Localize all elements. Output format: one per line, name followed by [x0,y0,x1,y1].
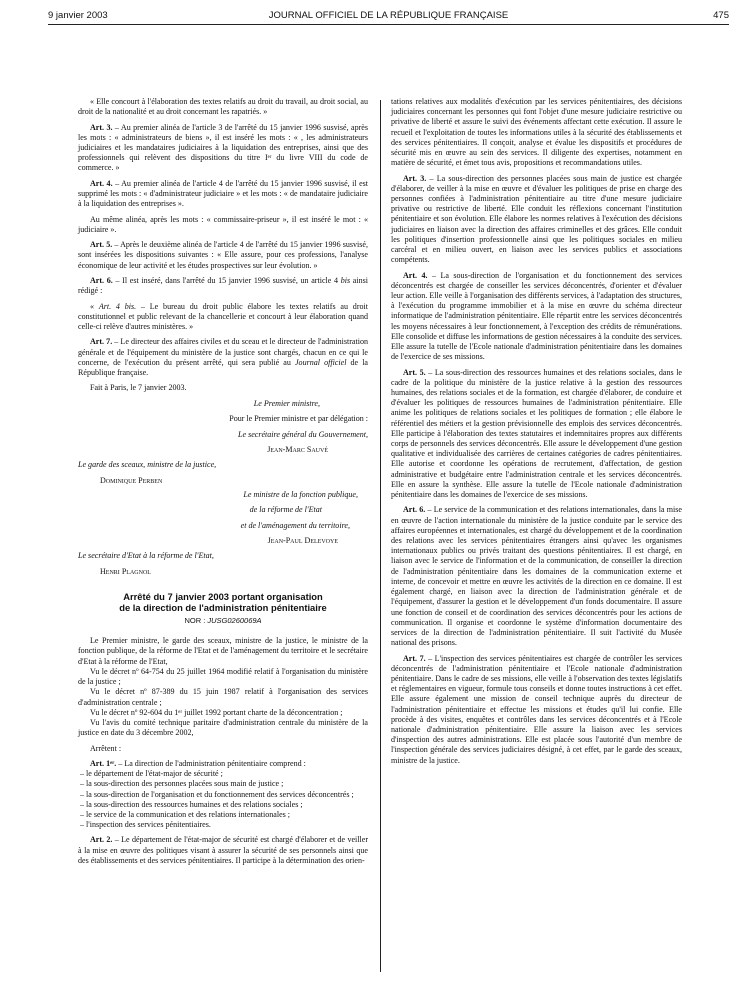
article-label: Art. 4. [403,270,428,280]
article-text: – La direction de l'administration pénitentiaire comprend : [116,758,306,768]
article-label: Art. 2. [90,835,113,845]
journal-title: JOURNAL OFFICIEL DE LA RÉPUBLIQUE FRANÇAISE [268,10,509,21]
article-1 [78,759,368,769]
list-item: – le service de la communication et des relations internationales ; [80,809,291,819]
column-divider [380,100,381,972]
article-4 [391,271,682,363]
visa-2: Vu le décret nº 87-389 du 15 juin 1987 relatif à l'organisation des services d'administration centrale ; [78,687,368,707]
article-4 [78,179,368,210]
article-label: Art. 1ᵉʳ. [90,758,117,768]
preamble: Le Premier ministre, le garde des sceaux, ministre de la justice, le ministre de la fonction publique, de la réforme de l'Etat et de l'aménagement du territoire et le secrétaire d'Etat à la réforme de l'Etat, [78,636,368,666]
article-label: Art. 5. [90,240,113,250]
article-text: – La sous-direction de l'organisation et du fonctionnement des services déconcentrés est chargée de conseiller les services déconcentrés, d'orienter et d'évaluer leur action. Elle veille à l'organisation des différents services, à l'adaptation des structures, à l'exécution du programme immobilier et à la mise en œuvre du schéma directeur informatique de l'administration pénitentiaire. Elle répartit entre les services déconcentrés les moyens nécessaires à leur fonctionnement, à l'exception des crédits de rémunérations. Elle consolide et diffuse les informations de gestion nécessaires à la conduite des services. Elle assure la tutelle de l'Ecole nationale d'administration pénitentiaire dans les domaines de l'exercice de ses missions. [391,270,682,362]
signature-se-name [78,567,368,577]
signature-fp3 [78,521,368,531]
list-item: – la sous-direction de l'organisation et du fonctionnement des services déconcentrés ; [80,789,354,799]
article-text: – Il est inséré, dans l'arrêté du 15 janvier 1996 susvisé, un article 4 [112,275,341,285]
article-label: Art. 7. [403,653,426,663]
article-5 [78,240,368,271]
signature-deleg [78,414,368,424]
list-item: – le département de l'état-major de sécurité ; [80,769,223,779]
article-text: – La sous-direction des ressources humaines et des relations sociales, dans le cadre de la politique du ministère de la justice relative à la gestion des ressources humaines, des relations sociales et de la formation, est chargée d'élaborer, de conduire et d'évaluer les politiques de ressources humaines de l'administration pénitentiaire. Elle anime les politiques de relations sociales et les politiques de formation ; elle élabore le référentiel des métiers et la gestion prévisionnelle des emplois des services déconcentrés. Elle participe à l'élaboration des textes statutaires et indemnitaires propres aux différents corps de personnels des services déconcentrés. Elle assure le développement d'une gestion qualitative et individualisée des carrières de certaines catégories de cadres pénitentiaires. Elle autorise et coordonne les opérations de recrutement, d'affectation, de gestion administrative et budgétaire entre l'administration centrale et les services déconcentrés. Elle en assure la synthèse. Elle assure la tutelle de l'Ecole nationale d'administration pénitentiaire dans les domaines de l'exercice de ses missions. [391,367,683,500]
list-item: – la sous-direction des ressources humaines et des relations sociales ; [80,799,303,809]
arrete-title [78,591,368,613]
signature-sg [78,430,368,440]
signature-title: de la réforme de l'Etat [249,505,322,515]
visa-1: Vu le décret nº 64-754 du 25 juillet 1964 modifié relatif à l'organisation du ministère de la justice ; [78,666,368,687]
article-text-italic: bis [340,275,351,285]
arretent: Arrêtent : [90,743,122,753]
article-text: de la République française. [78,357,369,377]
article-text: – Le service de la communication et des relations internationales, dans la mise en œuvre de l'action internationale du ministère de la justice conduite par le service des affaires européennes et internationales, est chargé du développement et de la coordination des relations avec les services pénitentiaires étrangers ainsi qu'avec les organismes internationaux publics ou privés traitant des questions pénitentiaires. Il est chargé, en liaison avec le service de l'information et de la communication, de conseiller la direction de l'administration pénitentiaire dans les domaines de la communication externe et interne, de concevoir et mettre en œuvre les activités de la direction en ce domaine. Il est également chargé, en liaison avec la direction de l'administration générale et de l'équipement, d'assurer la gestion et le développement d'un fonds documentaire. Il assure une fonction de conseil et de coordination des services déconcentrés pour les actions de communication. Il organise et coordonne le système d'information documentaire des services de la direction de l'administration pénitentiaire. Il suit l'activité du Musée national des prisons. [391,505,682,648]
article-text: – Le bureau du droit public élabore les textes relatifs au droit constitutionnel et public relevant de la chancellerie et concourt à leur élaboration quand celle-ci relève d'autres ministères. » [78,301,368,331]
article-label: Art. 4. [90,178,113,188]
visa-4: Vu l'avis du comité technique paritaire d'administration centrale du ministère de la justice en date du 3 décembre 2002, [78,717,368,738]
signature-title: Le ministre de la fonction publique, [243,489,358,499]
signature-title: Le secrétaire général du Gouvernement, [238,429,368,439]
article-text: – Le département de l'état-major de sécurité est chargé d'élaborer et de veiller à la mise en œuvre des politiques visant à assurer la sécurité de ses personnels ainsi que des établissements et des services pénitentiaires. Il participe à la détermination des orien- [78,835,368,865]
article-3 [391,174,682,266]
article-7 [391,654,682,766]
article-label-italic: bis. [119,301,137,311]
paragraph: Au même alinéa, après les mots : « commissaire-priseur », il est inséré le mot : « judiciaire ». [78,214,368,234]
article-3 [78,123,368,174]
article-label: Art. 5. [403,367,426,377]
signature-sg-name [78,445,368,455]
signature-pm [78,399,368,409]
article-1-list [78,769,368,830]
signature-fp2 [78,505,368,515]
article-label: Art. 7. [90,337,113,347]
list-item: – l'inspection des services pénitentiaires. [80,820,211,830]
list-item: – la sous-direction des personnes placées sous main de justice ; [80,779,284,789]
signature-title: Le Premier ministre, [253,398,320,408]
journal-officiel-italic: Journal officiel [294,357,347,367]
signature-title: Le secrétaire d'Etat à la réforme de l'Etat, [78,551,214,561]
article-text: ainsi rédigé : [78,275,368,296]
nor-label: NOR : [184,616,208,626]
signature-text: Pour le Premier ministre et par délégation : [229,414,368,424]
article-2 [78,835,368,866]
fait-a-paris: Fait à Paris, le 7 janvier 2003. [90,383,187,393]
arrete-title-line-1: Arrêté du 7 janvier 2003 portant organisation [123,591,323,603]
arrete-title-line-2: de la direction de l'administration pénitentiaire [119,602,327,614]
signatory-name: Dominique Perben [100,475,163,485]
article-label: Art. 3. [90,122,113,132]
article-4-bis [78,302,368,333]
header-date: 9 janvier 2003 [48,10,108,21]
visa-3: Vu le décret nº 92-604 du 1ᵉʳ juillet 1992 portant charte de la déconcentration ; [90,707,343,717]
signature-gs [78,460,368,470]
header-rule [48,24,729,25]
page-number: 475 [713,10,729,21]
article-text: – La sous-direction des personnes placées sous main de justice est chargée d'élaborer, de veiller à la mise en œuvre et d'évaluer les politiques de prise en charge des personnes confiées à l'administration pénitentiaire au titre d'une mesure judiciaire privative ou restrictive de liberté. Elle conduit les réflexions concernant l'institution pénitentiaire et son évolution. Elle élabore les normes relatives à l'exécution des décisions judiciaires en liaison avec la direction des affaires criminelles et des grâces. Elle conduit les politiques d'insertion professionnelle ainsi que les politiques sociales en milieu carcéral et en milieu ouvert, en liaison avec les services publics et associations compétents. [391,173,682,265]
article-text: – Au premier alinéa de l'article 3 de l'arrêté du 15 janvier 1996 susvisé, après les mots : « administrateurs de biens », il est inséré les mots : « , les administrateurs judiciaires et les mandataires judiciaires à la liquidation des entreprises, ainsi que des professionnels qui relèvent des dispositions du titre Iᵉʳ du livre VIII du code de commerce. » [78,122,368,173]
article-text: – Au premier alinéa de l'article 4 de l'arrêté du 15 janvier 1996 susvisé, il est supprimé les mots : « d'administrateur judiciaire » et les mots : « de mandataire judiciaire à la liquidation des entreprises ». [78,178,369,209]
signature-title: et de l'aménagement du territoire, [240,520,350,530]
article-label-italic: Art. 4 [98,301,120,311]
nor-reference [78,616,368,626]
article-text: – Après le deuxième alinéa de l'article 4 de l'arrêté du 15 janvier 1996 susvisé, sont insérées les dispositions suivantes : « Elle assure, pour ces professions, l'analyse économique de leur activité et les études prospectives sur leur évolution. » [78,240,368,270]
nor-code: JUSG0260069A [207,616,262,626]
article-6 [78,276,368,296]
signatory-name: Henri Plagnol [100,566,151,576]
signatory-name: Jean-Paul Delevoye [267,536,338,546]
article-7 [78,337,368,378]
left-column [78,97,368,871]
signature-fp-name [78,536,368,546]
article-label: Art. 6. [403,505,426,515]
paragraph: « Elle concourt à l'élaboration des textes relatifs au droit du travail, au droit social, au droit de la nationalité et au droit concernant les rapatriés. » [78,97,368,117]
article-2-continued: tations relatives aux modalités d'exécution par les services pénitentiaires, des décisions judiciaires concernant les personnes qui font l'objet d'une mesure judiciaire restrictive ou privative de liberté et assure le suivi des événements affectant cette exécution. Il assure le recueil et l'exploitation de toutes les informations utiles à la sécurité des établissements et des services pénitentiaires. Il conçoit, analyse et évalue les dispositifs et procédures de sécurité mis en œuvre au sein des services. Il diligente des expertises, notamment en matière de sécurité, et émet tous avis, propositions et recommandations utiles. [391,97,682,168]
right-column [391,97,682,771]
signatory-name: Jean-Marc Sauvé [267,444,328,454]
signature-fp1 [78,490,368,500]
article-6 [391,505,682,648]
signature-se [78,551,368,561]
article-label: Art. 3. [403,173,427,183]
article-5 [391,368,682,501]
signature-title: Le garde des sceaux, ministre de la justice, [78,460,217,470]
article-text: – Le directeur des affaires civiles et du sceau et le directeur de l'administration générale et de l'équipement du ministère de la justice sont chargés, chacun en ce qui le concerne, de l'exécution du présent arrêté, qui sera publié au [78,337,368,367]
article-text: – L'inspection des services pénitentiaires est chargée de contrôler les services déconcentrés de l'administration pénitentiaire et l'Ecole nationale d'administration pénitentiaire. Dans le cadre de ses missions, elle veille à l'observation des textes législatifs et réglementaires en vigueur, formule tous conseils et donne toutes instructions à cet effet. Elle assure également une mission de conseil technique auprès du directeur de l'administration pénitentiaire et effectue les missions et études qu'il lui confie. Elle procède à des visites, enquêtes et contrôles dans les services déconcentrés et à l'Ecole nationale d'administration pénitentiaire. Elle assure la liaison avec les services d'inspection des autres administrations. Elle est placée sous l'autorité d'un membre de l'inspection générale des services judiciaires désigné, à cet effet, par le garde des sceaux, ministre de la justice. [391,653,682,765]
quote-open: « [90,301,99,311]
article-label: Art. 6. [90,275,113,285]
signature-gs-name [78,476,368,486]
